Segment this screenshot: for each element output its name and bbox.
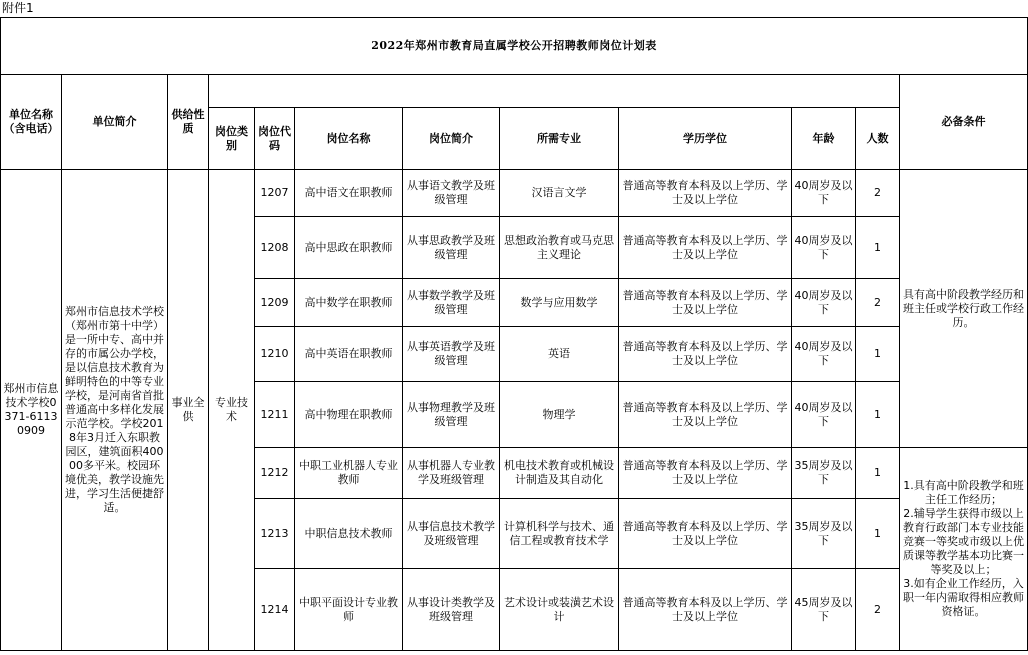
header-post-category: 岗位类别 [209,108,255,170]
requirement-item: 3.如有企业工作经历，入职一年内需取得相应教师资格证。 [903,577,1024,618]
unit-intro-cell: 郑州市信息技术学校（郑州市第十中学）是一所中专、高中并存的市属公办学校，是以信息技术教育为鲜明特色的中等专业学校，是河南省首批普通高中多样化发展示范学校。学校2018年3月迁入东职教园区，建筑面积40000多平米。校园环境优美，教学设施先进，学习生活便捷舒适。 [62,170,168,651]
degree-cell: 普通高等教育本科及以上学历、学士及以上学位 [619,217,792,279]
header-age: 年龄 [792,108,856,170]
age-cell: 40周岁及以下 [792,279,856,327]
count-cell: 1 [856,499,900,569]
count-cell: 1 [856,217,900,279]
major-cell: 计算机科学与技术、通信工程或教育技术学 [500,499,619,569]
major-cell: 数学与应用数学 [500,279,619,327]
degree-cell: 普通高等教育本科及以上学历、学士及以上学位 [619,382,792,448]
header-post-code: 岗位代码 [255,108,295,170]
count-cell: 2 [856,279,900,327]
requirements-group2-cell [900,448,1028,651]
post-code-cell: 1211 [255,382,295,448]
count-cell: 2 [856,170,900,217]
post-code-cell: 1208 [255,217,295,279]
recruitment-plan-table [0,17,1028,651]
post-name-cell: 高中英语在职教师 [295,327,403,382]
post-intro-cell: 从事英语教学及班级管理 [403,327,500,382]
age-cell: 45周岁及以下 [792,569,856,651]
post-code-cell: 1213 [255,499,295,569]
supply-nature-cell: 事业全供 [168,170,209,651]
post-code-cell: 1207 [255,170,295,217]
degree-cell: 普通高等教育本科及以上学历、学士及以上学位 [619,279,792,327]
post-intro-cell: 从事思政教学及班级管理 [403,217,500,279]
unit-name-cell: 郑州市信息技术学校0371-61130909 [1,170,62,651]
header-count: 人数 [856,108,900,170]
post-code-cell: 1212 [255,448,295,499]
major-cell: 艺术设计或装潢艺术设计 [500,569,619,651]
requirement-item: 1.具有高中阶段教学和班主任工作经历； [903,479,1024,506]
post-name-cell: 高中数学在职教师 [295,279,403,327]
header-requirements: 必备条件 [900,75,1028,170]
major-cell: 汉语言文学 [500,170,619,217]
post-category-cell: 专业技术 [209,170,255,651]
post-intro-cell: 从事语文教学及班级管理 [403,170,500,217]
post-intro-cell: 从事物理教学及班级管理 [403,382,500,448]
post-intro-cell: 从事设计类教学及班级管理 [403,569,500,651]
count-cell: 2 [856,569,900,651]
age-cell: 40周岁及以下 [792,327,856,382]
table-row [1,170,1028,217]
post-intro-cell: 从事数学教学及班级管理 [403,279,500,327]
post-intro-cell: 从事机器人专业教学及班级管理 [403,448,500,499]
age-cell: 35周岁及以下 [792,499,856,569]
post-name-cell: 高中思政在职教师 [295,217,403,279]
post-name-cell: 中职平面设计专业教师 [295,569,403,651]
table-title: 2022年郑州市教育局直属学校公开招聘教师岗位计划表 [1,18,1028,75]
requirement-item: 2.辅导学生获得市级以上教育行政部门本专业技能竞赛一等奖或市级以上优质课等教学基本功比赛一等奖及以上； [903,507,1024,576]
post-code-cell: 1210 [255,327,295,382]
header-degree: 学历学位 [619,108,792,170]
post-code-cell: 1209 [255,279,295,327]
major-cell: 机电技术教育或机械设计制造及其自动化 [500,448,619,499]
count-cell: 1 [856,327,900,382]
header-post-name: 岗位名称 [295,108,403,170]
header-unit-name: 单位名称（含电话） [1,75,62,170]
header-unit-intro: 单位简介 [62,75,168,170]
header-post-group [209,75,900,108]
post-intro-cell: 从事信息技术教学及班级管理 [403,499,500,569]
post-name-cell: 高中语文在职教师 [295,170,403,217]
major-cell: 思想政治教育或马克思主义理论 [500,217,619,279]
degree-cell: 普通高等教育本科及以上学历、学士及以上学位 [619,569,792,651]
count-cell: 1 [856,448,900,499]
degree-cell: 普通高等教育本科及以上学历、学士及以上学位 [619,499,792,569]
requirements-group1-cell: 具有高中阶段教学经历和班主任或学校行政工作经历。 [900,170,1028,448]
count-cell: 1 [856,382,900,448]
header-post-intro: 岗位简介 [403,108,500,170]
header-major: 所需专业 [500,108,619,170]
annex-label: 附件1 [2,1,34,15]
post-code-cell: 1214 [255,569,295,651]
post-name-cell: 高中物理在职教师 [295,382,403,448]
degree-cell: 普通高等教育本科及以上学历、学士及以上学位 [619,448,792,499]
major-cell: 英语 [500,327,619,382]
post-name-cell: 中职信息技术教师 [295,499,403,569]
age-cell: 40周岁及以下 [792,382,856,448]
age-cell: 35周岁及以下 [792,448,856,499]
degree-cell: 普通高等教育本科及以上学历、学士及以上学位 [619,170,792,217]
degree-cell: 普通高等教育本科及以上学历、学士及以上学位 [619,327,792,382]
post-name-cell: 中职工业机器人专业教师 [295,448,403,499]
age-cell: 40周岁及以下 [792,217,856,279]
major-cell: 物理学 [500,382,619,448]
header-supply-nature: 供给性质 [168,75,209,170]
age-cell: 40周岁及以下 [792,170,856,217]
